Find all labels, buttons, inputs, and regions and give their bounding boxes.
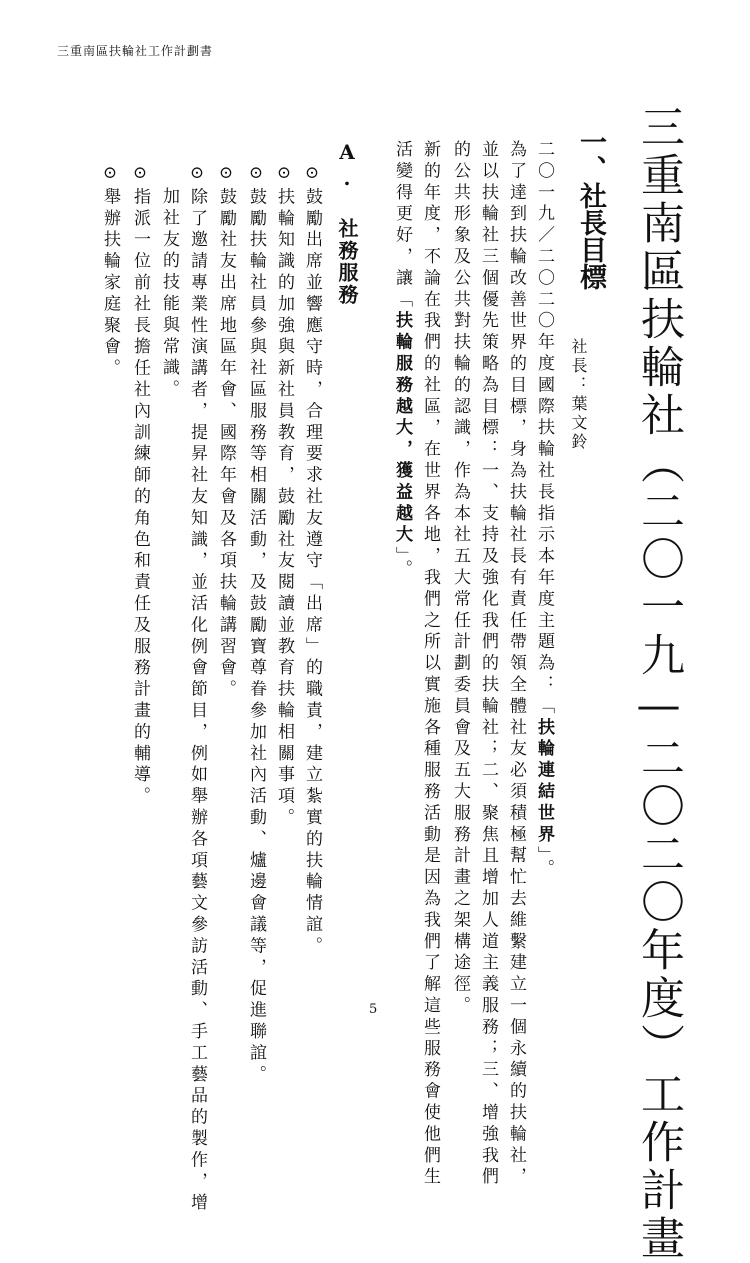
president-signature-line: 社長：葉文鈴 [569,338,588,452]
intro-line-2: 為了達到扶輪改善世界的目標，身為扶輪社長有責任帶領全體社友必須積極幫忙去維繫建立一個永續的扶輪社， [506,140,526,1189]
intro-line-1 [532,140,556,881]
section-heading: 一、社長目標 [575,128,606,290]
intro-text-end: 」。 [534,846,554,881]
intro-line-6-end: 」。 [392,546,412,581]
subsection-heading: A. 社務服務 [335,140,359,306]
list-item: ⊙鼓勵出席並響應守時，合理要求社友遵守「出席」的職責，建立紮實的扶輪情誼。 [302,163,322,958]
list-item: ⊙鼓勵社友出席地區年會、國際年會及各項扶輪講習會。 [216,163,236,701]
page-number: 5 [369,1002,378,1017]
slogan-text: 扶輪服務越大，獲益越大 [392,311,412,547]
list-item: ⊙指派一位前社長擔任社內訓練師的角色和責任及服務計畫的輔導。 [130,163,150,808]
intro-line-5: 新的年度，不論在我們的社區，在世界各地，我們之所以實施各種服務活動是因為我們了解這些服務會使他們生 [420,140,440,1189]
theme-text: 扶輪連結世界 [534,717,554,847]
intro-line-3: 並以扶輪社三個優先策略為目標：一、支持及強化我們的扶輪社；二、聚焦且增加人道主義服務；三、增強我們 [478,140,498,1189]
list-item-continuation: 加社友的技能與常識。 [159,187,179,401]
intro-line-6 [390,140,414,581]
list-item: ⊙扶輪知識的加強與新社員教育，鼓勵社友閱讀並教育扶輪相關事項。 [274,163,294,830]
list-item: ⊙除了邀請專業性演講者，提昇社友知識，並活化例會節目，例如舉辦各項藝文參訪活動、手工藝品的製作，增 [187,163,207,1215]
running-header: 三重南區扶輪社工作計劃書 [57,44,214,58]
list-item: ⊙舉辦扶輪家庭聚會。 [100,163,120,380]
page-title: 三重南區扶輪社（二〇一九—二〇二〇年度）工作計畫 [633,104,684,1263]
intro-text: 二〇一九／二〇二〇年度國際扶輪社長指示本年度主題為：「 [534,140,554,718]
intro-line-6-start: 活變得更好，讓「 [392,140,412,312]
intro-line-4: 的公共形象及公共對扶輪的認識，作為本社五大常任計劃委員會及五大服務計畫之架構途徑。 [450,140,470,1018]
list-item: ⊙鼓勵扶輪社員參與社區服務等相關活動，及鼓勵寶尊眷參加社內活動、爐邊會議等，促進聯誼。 [246,163,266,1087]
